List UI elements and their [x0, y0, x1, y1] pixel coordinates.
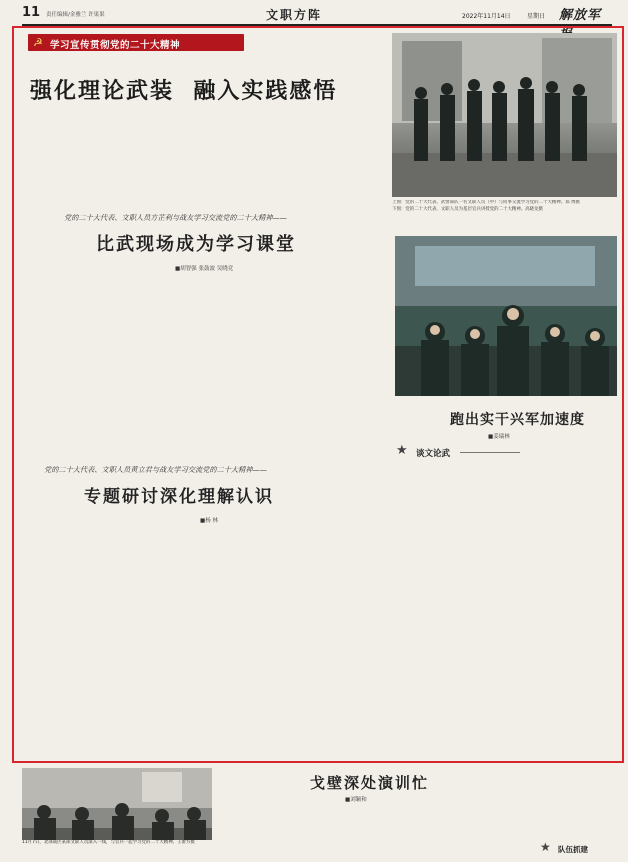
issue-date: 2022年11月14日	[462, 13, 511, 20]
article1-col1	[26, 278, 114, 442]
lower-col1	[222, 806, 288, 860]
article3-col2	[118, 528, 205, 756]
article2-title: 跑出实干兴军加速度	[450, 412, 585, 428]
lower-title: 戈壁深处演训忙	[310, 774, 430, 792]
column-team-label	[540, 842, 620, 858]
feature-headline: 强化理论武装 融入实践感悟	[30, 79, 338, 104]
column-talk-col2	[470, 462, 542, 756]
article3-title: 专题研讨深化理解认识	[84, 487, 274, 507]
officers-walking-illustration	[392, 33, 617, 197]
study-photo-caption	[22, 840, 212, 860]
column-talk-label	[396, 445, 516, 461]
column-talk-col1	[395, 462, 467, 756]
lower-photo-caption: 11月7日，北部战区某部文职人员深入一线，与官兵一起学习党的二十大精神。	[22, 840, 178, 845]
article1-col2	[120, 278, 208, 442]
photo-credit-2: 高晓龙摄	[525, 206, 543, 212]
photo-caption-1: 上图：党的二十大代表、武警部队一名文职人员（中）与同事交流学习党的二十大精神。	[392, 200, 566, 205]
column-talk-text: 谈文论武	[416, 449, 451, 459]
article1-kicker: 党的二十大代表、文职人员方芷利与战友学习交流党的二十大精神——	[64, 213, 287, 222]
article2-byline: ■姜瑞林	[488, 434, 510, 440]
photo-caption-2: 下图：党的二十大代表、文职人员为基层官兵讲授党的二十大精神。	[392, 206, 526, 212]
star-icon: ★	[540, 840, 551, 854]
section-title: 文职方阵	[266, 8, 323, 22]
page-number: 11	[22, 5, 41, 20]
article1-col4	[306, 278, 392, 442]
lower-col3	[362, 806, 428, 860]
star-icon: ★	[396, 443, 408, 458]
article3-byline: ■杨 林	[200, 518, 218, 524]
issue-weekday: 星期日	[527, 13, 546, 20]
article1-col3	[213, 278, 301, 442]
masthead	[22, 4, 612, 24]
article3-col1	[26, 528, 113, 756]
feature-banner	[28, 34, 244, 51]
intro-text-left	[85, 124, 181, 206]
column-talk-col3	[545, 440, 617, 756]
intro-text-mid	[188, 124, 282, 206]
lower-photo-credit: 王蕾方摄	[177, 840, 195, 845]
lower-col4	[432, 806, 498, 860]
top-photo-caption	[392, 200, 617, 230]
editor-credit: 责任编辑/金雅兰 许果果	[46, 12, 105, 18]
column-team-text: 队伍抓建	[558, 845, 588, 854]
banner-text: 学习宣传贯彻党的二十大精神	[50, 40, 181, 51]
article3-kicker: 党的二十大代表、文职人员黄立君与战友学习交流党的二十大精神——	[44, 465, 267, 474]
lecture-photo	[395, 236, 617, 396]
article1-byline: ■胡智强 张鼓波 吴晓竞	[175, 266, 234, 272]
lecture-illustration	[395, 236, 617, 396]
party-emblem-icon: ☭	[33, 36, 43, 49]
intro-text-right	[290, 124, 385, 206]
lower-col2	[292, 806, 358, 860]
article3-col4	[302, 528, 390, 756]
lower-byline: ■刘颖和	[345, 797, 367, 803]
photo-credit-1: 郑 博摄	[565, 200, 580, 205]
article1-title: 比武现场成为学习课堂	[96, 234, 296, 255]
article3-col3	[210, 528, 297, 756]
officers-walking-photo	[392, 33, 617, 197]
column-talk-rule	[460, 452, 520, 453]
newspaper-logo: 解放军	[559, 8, 602, 23]
lower-col5	[503, 768, 615, 840]
